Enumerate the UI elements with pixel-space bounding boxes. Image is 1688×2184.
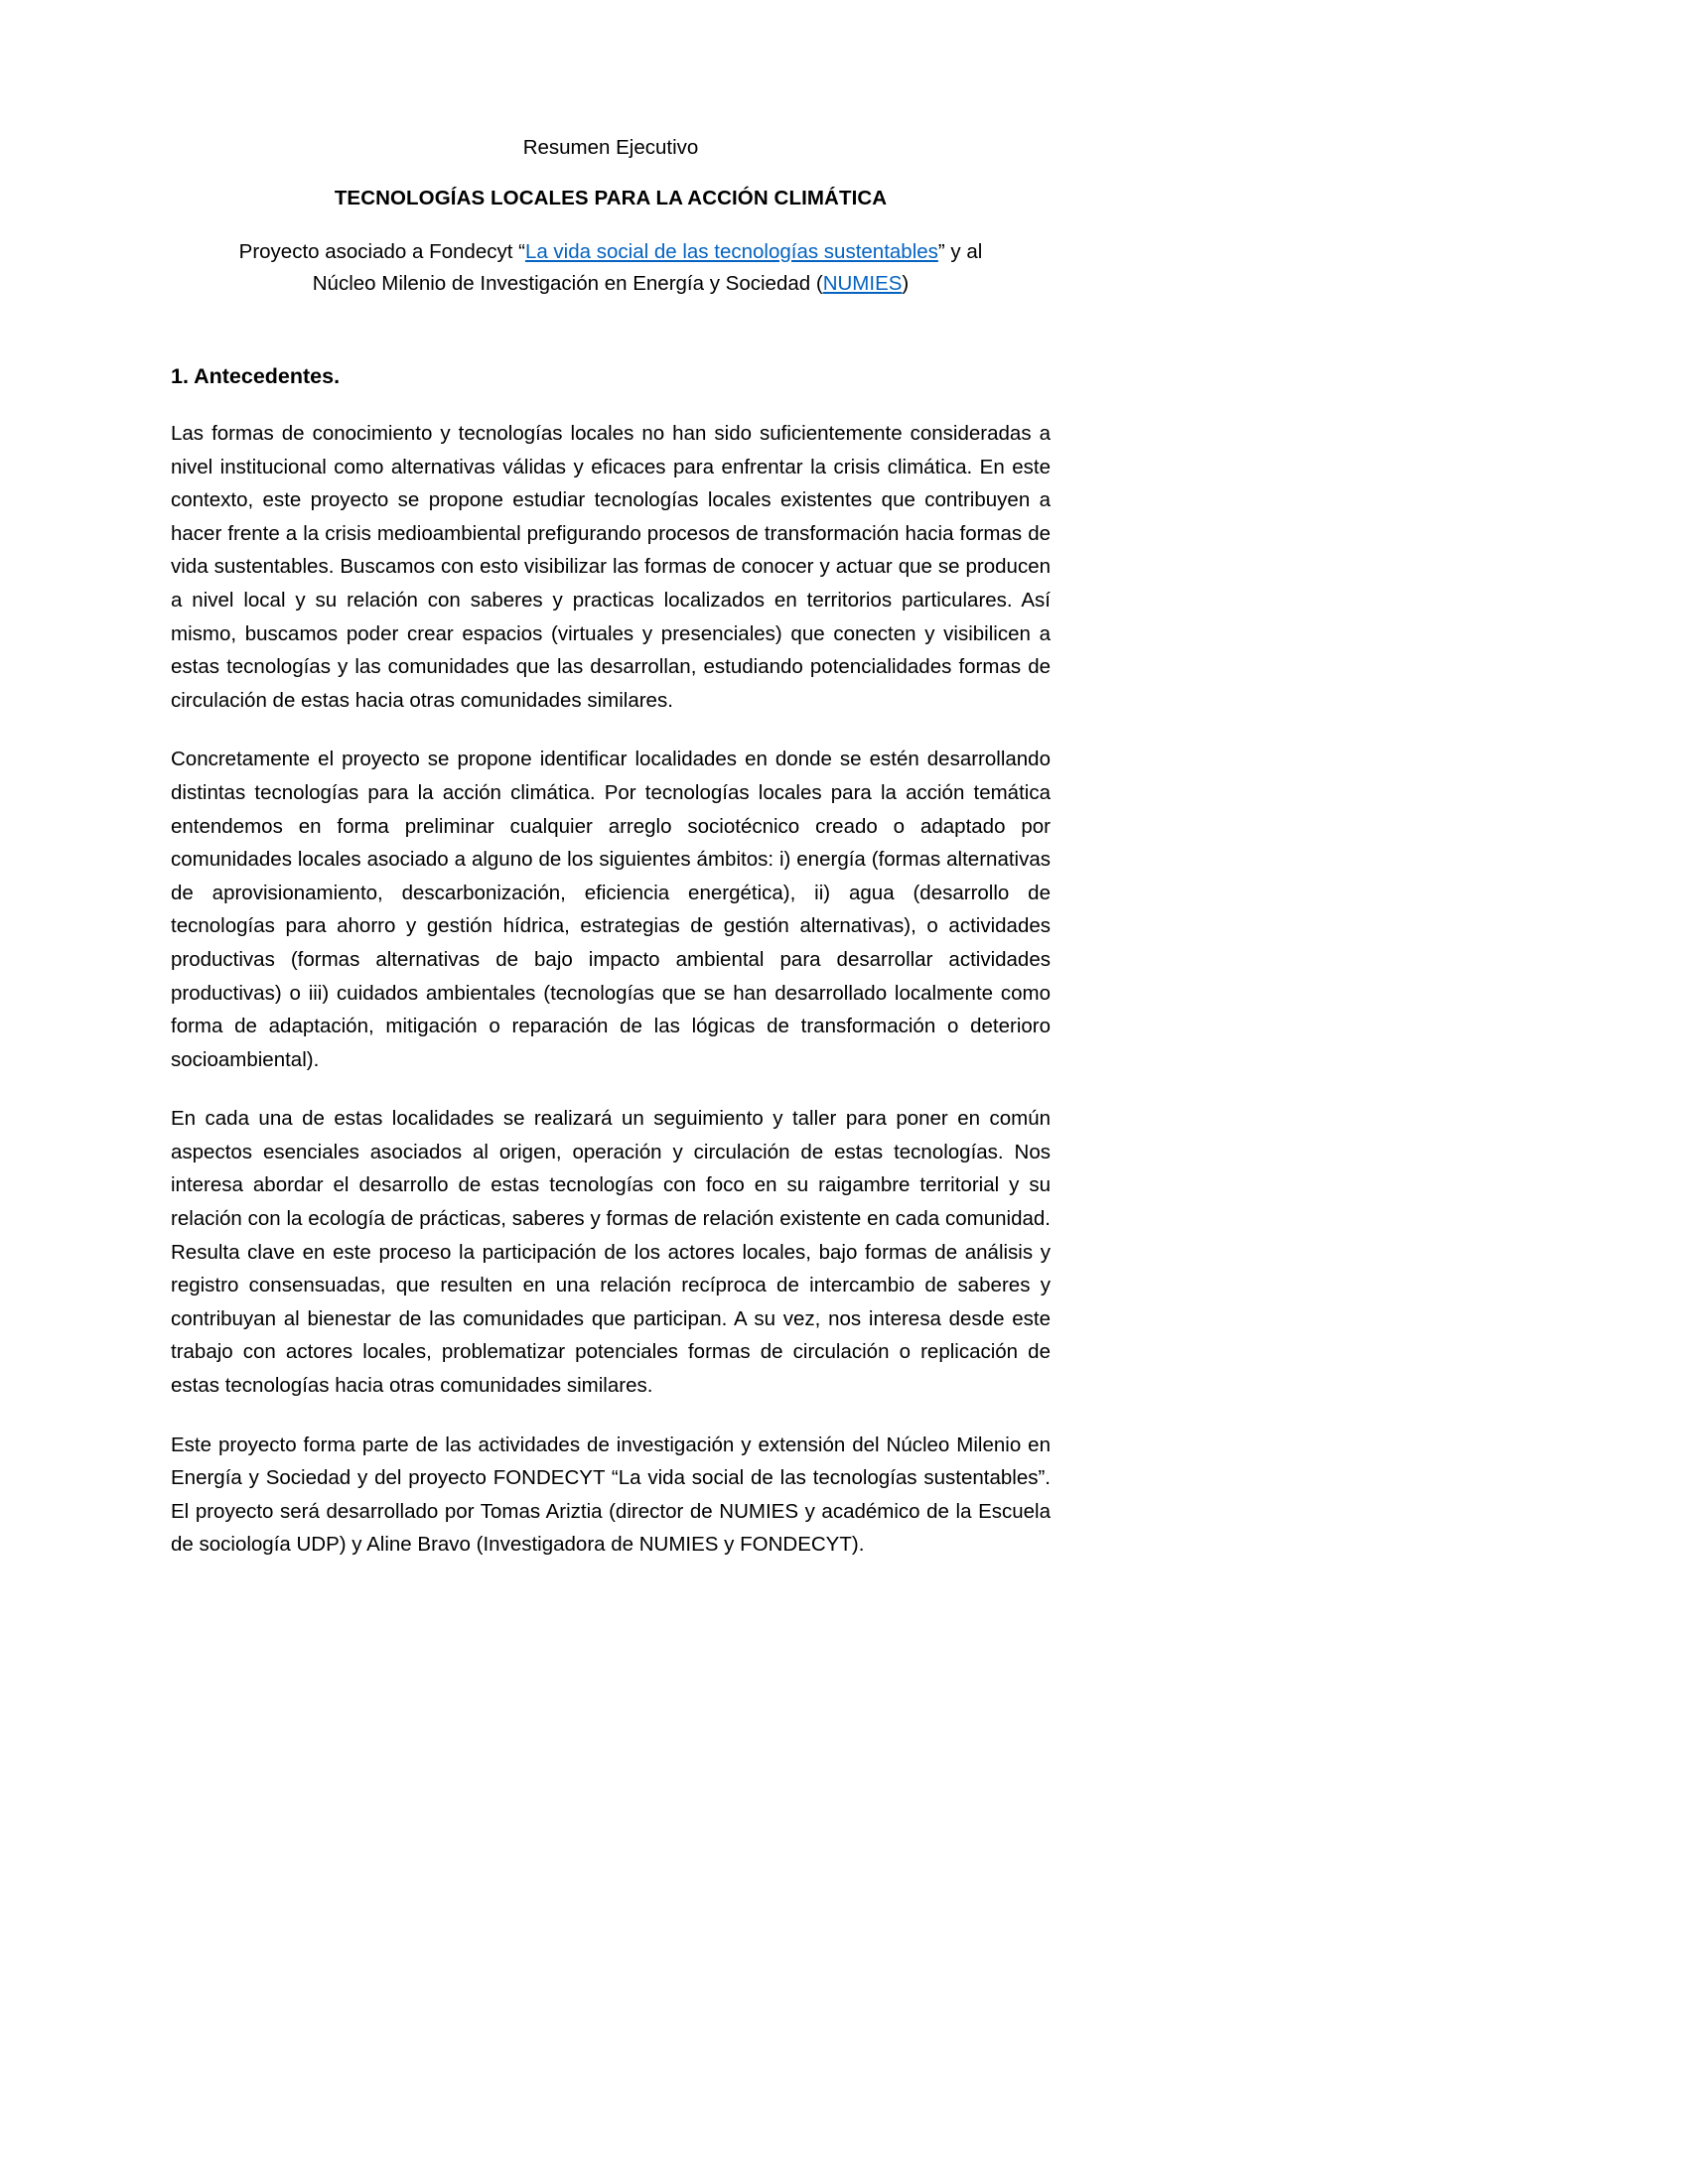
subtitle-text-after-link: ” y al (937, 240, 983, 263)
body-paragraph: En cada una de estas localidades se realizará un seguimiento y taller para poner en común aspectos esenciales asociados al origen, operación y circulación de estas tecnologías. Nos interesa abordar el desarrollo de estas tecnologías con foco en su raigambre territorial y su relación con la ecología de prácticas, saberes y formas de relación existente en cada comunidad. Resulta clave en este proceso la participación de los actores locales, bajo formas de análisis y registro consensuadas, que resulten en una relación recíproca de intercambio de saberes y contribuyan al bienestar de las comunidades que participan. A su vez, nos interesa desde este trabajo con actores locales, problematizar potenciales formas de circulación o replicación de estas tecnologías hacia otras comunidades similares. (171, 1107, 1051, 1398)
fondecyt-project-link[interactable]: La vida social de las tecnologías sustentables (524, 240, 938, 263)
section-heading-antecedentes: 1. Antecedentes. (171, 364, 341, 388)
document-kicker: Resumen Ejecutivo (522, 136, 699, 159)
subtitle2-text-before-link: Núcleo Milenio de Investigación en Energía y Sociedad ( (312, 272, 823, 295)
document-title: TECNOLOGÍAS LOCALES PARA LA ACCIÓN CLIMÁTICA (334, 187, 888, 209)
subtitle-text-before-link: Proyecto asociado a Fondecyt “ (238, 240, 525, 263)
document-content (171, 131, 1051, 1562)
document-subtitle-line-2 (171, 268, 1051, 300)
subtitle2-text-after-link: ) (902, 272, 910, 295)
body-paragraph: Las formas de conocimiento y tecnologías locales no han sido suficientemente consideradas a nivel institucional como alternativas válidas y eficaces para enfrentar la crisis climática. En este contexto, este proyecto se propone estudiar tecnologías locales existentes que contribuyen a hacer frente a la crisis medioambiental prefigurando procesos de transformación hacia formas de vida sustentables. Buscamos con esto visibilizar las formas de conocer y actuar que se producen a nivel local y su relación con saberes y practicas localizados en territorios particulares. Así mismo, buscamos poder crear espacios (virtuales y presenciales) que conecten y visibilicen a estas tecnologías y las comunidades que las desarrollan, estudiando potencialidades formas de circulación de estas hacia otras comunidades similares. (171, 422, 1051, 712)
document-subtitle-line-1 (171, 236, 1051, 268)
numies-link[interactable]: NUMIES (822, 272, 903, 295)
body-paragraph: Concretamente el proyecto se propone identificar localidades en donde se estén desarrollando distintas tecnologías para la acción climática. Por tecnologías locales para la acción temática entendemos en forma preliminar cualquier arreglo sociotécnico creado o adaptado por comunidades locales asociado a alguno de los siguientes ámbitos: i) energía (formas alternativas de aprovisionamiento, descarbonización, eficiencia energética), ii) agua (desarrollo de tecnologías para ahorro y gestión hídrica, estrategias de gestión alternativas), o actividades productivas (formas alternativas de bajo impacto ambiental para desarrollar actividades productivas) o iii) cuidados ambientales (tecnologías que se han desarrollado localmente como forma de adaptación, mitigación o reparación de las lógicas de transformación o deterioro socioambiental). (171, 748, 1051, 1071)
body-paragraph: Este proyecto forma parte de las actividades de investigación y extensión del Núcleo Milenio en Energía y Sociedad y del proyecto FONDECYT “La vida social de las tecnologías sustentables”. El proyecto será desarrollado por Tomas Ariztia (director de NUMIES y académico de la Escuela de sociología UDP) y Aline Bravo (Investigadora de NUMIES y FONDECYT). (171, 1433, 1051, 1557)
